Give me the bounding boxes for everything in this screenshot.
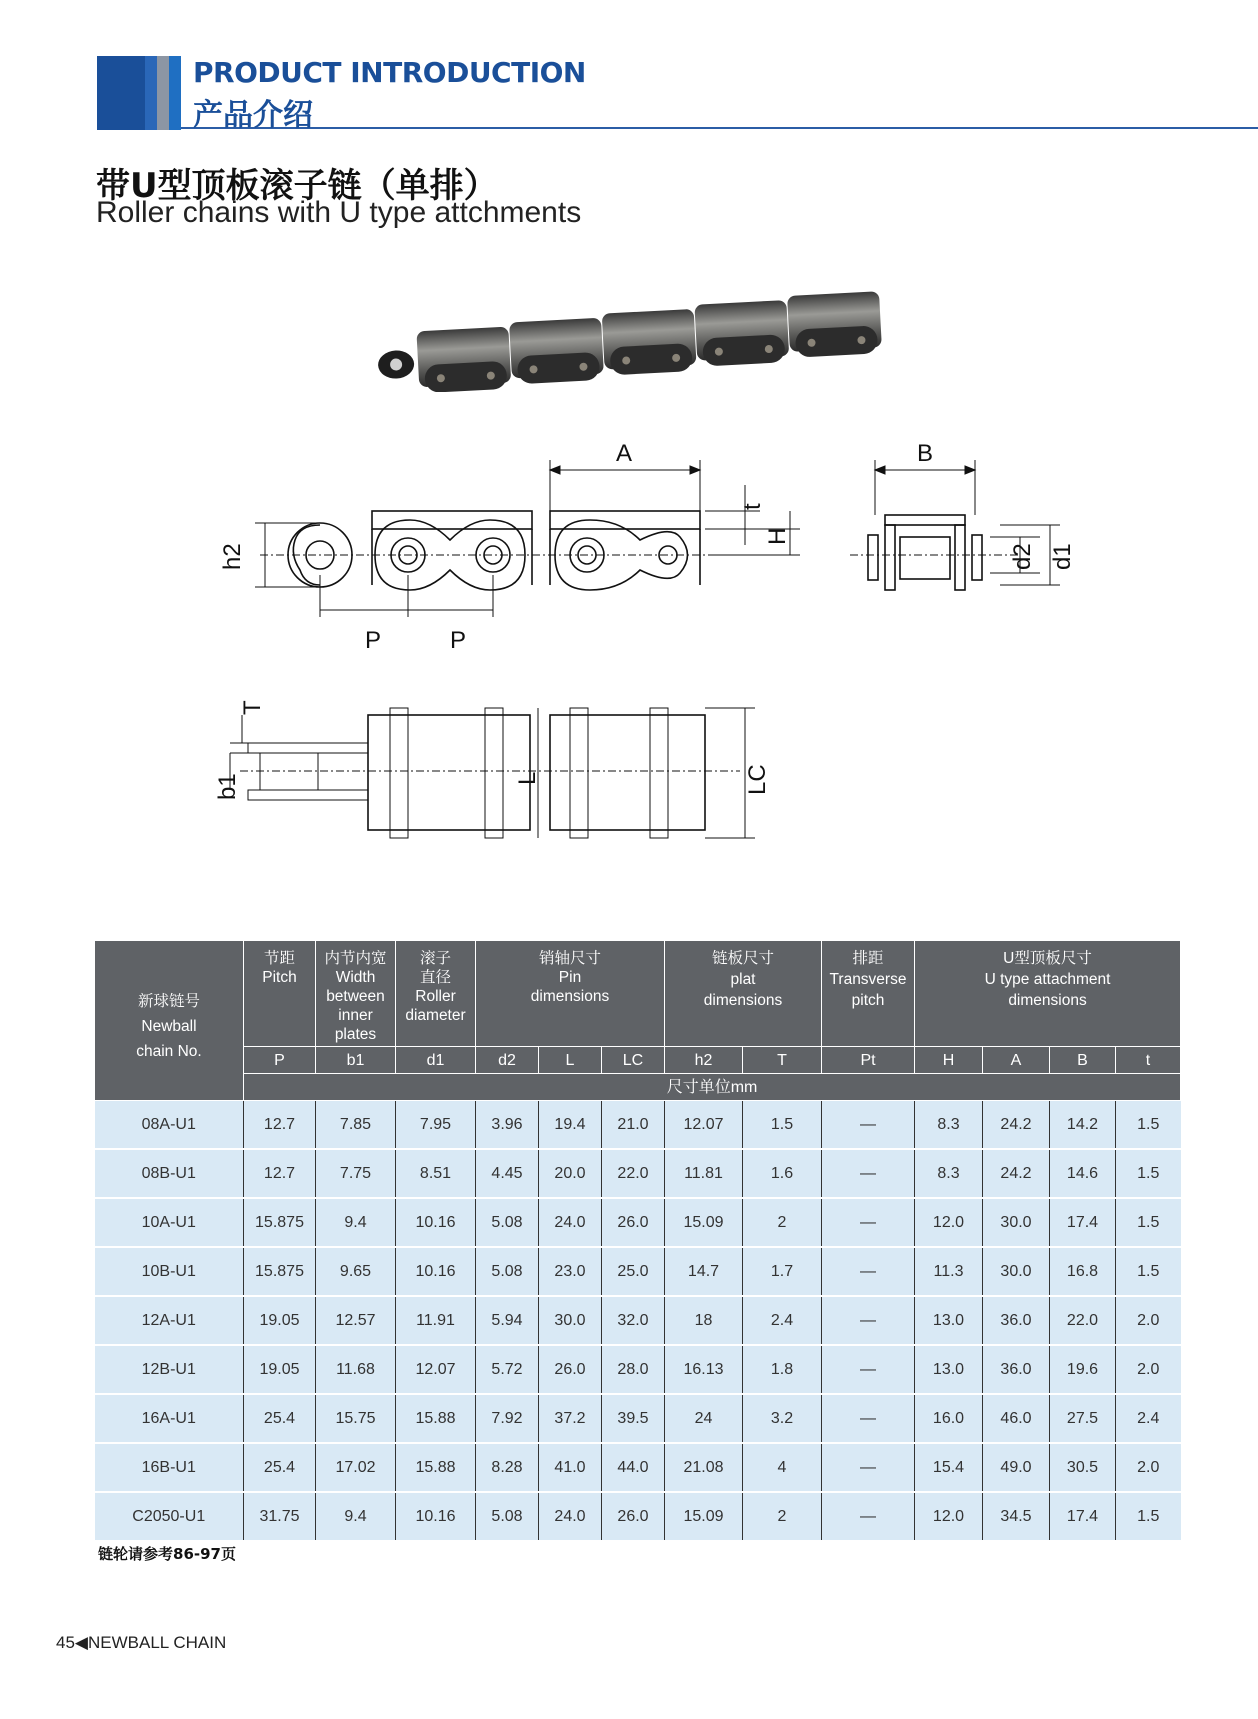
dim-label-T: T bbox=[239, 700, 266, 715]
table-cell: 5.08 bbox=[476, 1247, 539, 1296]
table-row bbox=[95, 1101, 1181, 1150]
table-cell: 19.05 bbox=[244, 1296, 316, 1345]
table-cell: 9.4 bbox=[316, 1198, 396, 1247]
table-cell: 15.875 bbox=[244, 1247, 316, 1296]
table-cell: 17.4 bbox=[1050, 1198, 1116, 1247]
col-header-transverse: 排距 Transverse pitch bbox=[822, 941, 915, 1047]
table-cell: 1.7 bbox=[743, 1247, 822, 1296]
table-cell: 4 bbox=[743, 1443, 822, 1492]
dim-label-A: A bbox=[616, 440, 633, 467]
table-cell: 49.0 bbox=[983, 1443, 1050, 1492]
table-cell: 23.0 bbox=[539, 1247, 602, 1296]
table-cell: 10.16 bbox=[396, 1198, 476, 1247]
symbol-LC: LC bbox=[602, 1047, 665, 1074]
table-cell: 27.5 bbox=[1050, 1394, 1116, 1443]
table-cell: 28.0 bbox=[602, 1345, 665, 1394]
table-row bbox=[95, 1296, 1181, 1345]
table-cell: 12.0 bbox=[915, 1198, 983, 1247]
table-cell: 44.0 bbox=[602, 1443, 665, 1492]
dim-label-L: L bbox=[514, 771, 541, 785]
table-cell: 24.2 bbox=[983, 1101, 1050, 1150]
dim-label-P2: P bbox=[450, 627, 467, 654]
chain-number-cell: 12A-U1 bbox=[95, 1296, 244, 1345]
symbol-L: L bbox=[539, 1047, 602, 1074]
table-cell: 11.91 bbox=[396, 1296, 476, 1345]
symbol-d1: d1 bbox=[396, 1047, 476, 1074]
table-cell: 15.4 bbox=[915, 1443, 983, 1492]
table-cell: — bbox=[822, 1492, 915, 1541]
table-cell: 24 bbox=[665, 1394, 743, 1443]
symbol-b1: b1 bbox=[316, 1047, 396, 1074]
dim-label-B: B bbox=[917, 440, 934, 467]
page-number: 45 bbox=[56, 1633, 75, 1652]
brand-name: NEWBALL CHAIN bbox=[88, 1633, 227, 1652]
table-cell: 25.0 bbox=[602, 1247, 665, 1296]
table-cell: 19.4 bbox=[539, 1101, 602, 1150]
table-cell: 15.88 bbox=[396, 1394, 476, 1443]
table-cell: 7.85 bbox=[316, 1101, 396, 1150]
table-cell: 39.5 bbox=[602, 1394, 665, 1443]
table-cell: — bbox=[822, 1198, 915, 1247]
table-cell: 17.02 bbox=[316, 1443, 396, 1492]
dim-label-b1: b1 bbox=[214, 773, 241, 800]
col-header-pin: 销轴尺寸 Pin dimensions bbox=[476, 941, 665, 1047]
table-cell: 8.28 bbox=[476, 1443, 539, 1492]
chain-photo bbox=[375, 282, 895, 392]
table-cell: 7.92 bbox=[476, 1394, 539, 1443]
table-cell: 21.0 bbox=[602, 1101, 665, 1150]
symbol-h2: h2 bbox=[665, 1047, 743, 1074]
table-cell: 1.5 bbox=[1116, 1492, 1181, 1541]
chain-number-cell: 16B-U1 bbox=[95, 1443, 244, 1492]
table-cell: 8.51 bbox=[396, 1149, 476, 1198]
table-cell: 15.875 bbox=[244, 1198, 316, 1247]
table-cell: 30.0 bbox=[539, 1296, 602, 1345]
table-cell: 1.5 bbox=[1116, 1101, 1181, 1150]
technical-drawing bbox=[200, 425, 1100, 865]
table-cell: 12.7 bbox=[244, 1101, 316, 1150]
table-cell: 14.6 bbox=[1050, 1149, 1116, 1198]
table-cell: 30.5 bbox=[1050, 1443, 1116, 1492]
table-cell: 36.0 bbox=[983, 1296, 1050, 1345]
table-cell: 30.0 bbox=[983, 1247, 1050, 1296]
col-header-plat: 链板尺寸 plat dimensions bbox=[665, 941, 822, 1047]
table-cell: 25.4 bbox=[244, 1443, 316, 1492]
dim-label-d2: d2 bbox=[1009, 543, 1036, 570]
table-row bbox=[95, 1345, 1181, 1394]
table-cell: 18 bbox=[665, 1296, 743, 1345]
chain-number-cell: 12B-U1 bbox=[95, 1345, 244, 1394]
table-cell: 32.0 bbox=[602, 1296, 665, 1345]
table-cell: 4.45 bbox=[476, 1149, 539, 1198]
table-cell: 31.75 bbox=[244, 1492, 316, 1541]
section-title-en: PRODUCT INTRODUCTION bbox=[193, 56, 586, 89]
table-cell: 7.75 bbox=[316, 1149, 396, 1198]
table-cell: 12.0 bbox=[915, 1492, 983, 1541]
dim-label-h2: h2 bbox=[219, 543, 246, 570]
symbol-d2: d2 bbox=[476, 1047, 539, 1074]
dim-label-d1: d1 bbox=[1049, 543, 1076, 570]
table-cell: — bbox=[822, 1296, 915, 1345]
table-cell: 19.05 bbox=[244, 1345, 316, 1394]
table-cell: 5.08 bbox=[476, 1492, 539, 1541]
dim-label-LC: LC bbox=[744, 764, 771, 795]
table-cell: 8.3 bbox=[915, 1101, 983, 1150]
header-rule bbox=[181, 127, 1258, 129]
table-cell: 12.7 bbox=[244, 1149, 316, 1198]
table-cell: 2.0 bbox=[1116, 1296, 1181, 1345]
table-cell: 2 bbox=[743, 1492, 822, 1541]
table-cell: 14.2 bbox=[1050, 1101, 1116, 1150]
symbol-A: A bbox=[983, 1047, 1050, 1074]
table-cell: 22.0 bbox=[602, 1149, 665, 1198]
table-row bbox=[95, 1492, 1181, 1541]
chain-number-cell: 08A-U1 bbox=[95, 1101, 244, 1150]
table-cell: 1.5 bbox=[743, 1101, 822, 1150]
table-cell: 16.0 bbox=[915, 1394, 983, 1443]
section-title-cn: 产品介绍 bbox=[193, 98, 313, 133]
table-cell: 15.75 bbox=[316, 1394, 396, 1443]
table-cell: 26.0 bbox=[602, 1198, 665, 1247]
dim-label-P1: P bbox=[365, 627, 382, 654]
chain-number-cell: 10B-U1 bbox=[95, 1247, 244, 1296]
chain-number-cell: 16A-U1 bbox=[95, 1394, 244, 1443]
table-cell: 13.0 bbox=[915, 1345, 983, 1394]
table-row bbox=[95, 1198, 1181, 1247]
table-cell: 16.8 bbox=[1050, 1247, 1116, 1296]
table-cell: 2.0 bbox=[1116, 1345, 1181, 1394]
sprocket-reference-note: 链轮请参考86-97页 bbox=[98, 1545, 236, 1563]
table-cell: 15.09 bbox=[665, 1492, 743, 1541]
chain-number-cell: C2050-U1 bbox=[95, 1492, 244, 1541]
table-cell: 15.09 bbox=[665, 1198, 743, 1247]
table-cell: 26.0 bbox=[602, 1492, 665, 1541]
symbol-T: T bbox=[743, 1047, 822, 1074]
table-cell: 5.72 bbox=[476, 1345, 539, 1394]
table-cell: — bbox=[822, 1247, 915, 1296]
page-footer bbox=[56, 1633, 226, 1653]
page-title-cn: 带U型顶板滚子链（单排） bbox=[96, 166, 498, 206]
table-cell: — bbox=[822, 1149, 915, 1198]
table-cell: 24.0 bbox=[539, 1198, 602, 1247]
symbol-t: t bbox=[1116, 1047, 1181, 1074]
table-cell: 2.4 bbox=[743, 1296, 822, 1345]
table-cell: 7.95 bbox=[396, 1101, 476, 1150]
table-cell: 19.6 bbox=[1050, 1345, 1116, 1394]
table-cell: 3.2 bbox=[743, 1394, 822, 1443]
table-cell: 14.7 bbox=[665, 1247, 743, 1296]
table-cell: 37.2 bbox=[539, 1394, 602, 1443]
table-cell: — bbox=[822, 1101, 915, 1150]
table-cell: — bbox=[822, 1443, 915, 1492]
table-cell: 24.2 bbox=[983, 1149, 1050, 1198]
table-cell: 15.88 bbox=[396, 1443, 476, 1492]
table-cell: 5.94 bbox=[476, 1296, 539, 1345]
symbol-H: H bbox=[915, 1047, 983, 1074]
table-cell: 36.0 bbox=[983, 1345, 1050, 1394]
table-cell: 11.68 bbox=[316, 1345, 396, 1394]
page-arrow-icon: ◀ bbox=[74, 1633, 88, 1652]
table-cell: — bbox=[822, 1345, 915, 1394]
table-cell: 2.0 bbox=[1116, 1443, 1181, 1492]
table-cell: 26.0 bbox=[539, 1345, 602, 1394]
header-color-blocks bbox=[97, 56, 181, 130]
table-cell: 1.6 bbox=[743, 1149, 822, 1198]
table-cell: — bbox=[822, 1394, 915, 1443]
table-cell: 12.57 bbox=[316, 1296, 396, 1345]
chain-number-cell: 10A-U1 bbox=[95, 1198, 244, 1247]
col-header-width: 内节内宽 Width between inner plates bbox=[316, 941, 396, 1047]
table-cell: 1.5 bbox=[1116, 1149, 1181, 1198]
table-cell: 10.16 bbox=[396, 1492, 476, 1541]
symbol-B: B bbox=[1050, 1047, 1116, 1074]
table-cell: 11.81 bbox=[665, 1149, 743, 1198]
table-cell: 3.96 bbox=[476, 1101, 539, 1150]
table-cell: 9.65 bbox=[316, 1247, 396, 1296]
unit-row: 尺寸单位mm bbox=[244, 1074, 1181, 1101]
dim-label-t: t bbox=[739, 503, 766, 510]
table-cell: 2 bbox=[743, 1198, 822, 1247]
table-row bbox=[95, 1443, 1181, 1492]
dim-label-H: H bbox=[764, 527, 791, 545]
table-cell: 9.4 bbox=[316, 1492, 396, 1541]
table-cell: 13.0 bbox=[915, 1296, 983, 1345]
table-cell: 16.13 bbox=[665, 1345, 743, 1394]
table-cell: 34.5 bbox=[983, 1492, 1050, 1541]
table-cell: 21.08 bbox=[665, 1443, 743, 1492]
table-cell: 8.3 bbox=[915, 1149, 983, 1198]
table-cell: 30.0 bbox=[983, 1198, 1050, 1247]
spec-table bbox=[94, 940, 1181, 1542]
table-cell: 17.4 bbox=[1050, 1492, 1116, 1541]
table-cell: 1.5 bbox=[1116, 1198, 1181, 1247]
table-cell: 12.07 bbox=[396, 1345, 476, 1394]
symbol-Pt: Pt bbox=[822, 1047, 915, 1074]
col-header-u-attachment: U型顶板尺寸 U type attachment dimensions bbox=[915, 941, 1181, 1047]
table-cell: 11.3 bbox=[915, 1247, 983, 1296]
table-cell: 24.0 bbox=[539, 1492, 602, 1541]
chain-number-cell: 08B-U1 bbox=[95, 1149, 244, 1198]
table-row bbox=[95, 1247, 1181, 1296]
symbol-P: P bbox=[244, 1047, 316, 1074]
table-cell: 41.0 bbox=[539, 1443, 602, 1492]
col-header-pitch: 节距 Pitch bbox=[244, 941, 316, 1047]
table-cell: 22.0 bbox=[1050, 1296, 1116, 1345]
col-header-roller: 滚子 直径 Roller diameter bbox=[396, 941, 476, 1047]
table-cell: 1.8 bbox=[743, 1345, 822, 1394]
table-cell: 46.0 bbox=[983, 1394, 1050, 1443]
table-cell: 20.0 bbox=[539, 1149, 602, 1198]
page-title-en: Roller chains with U type attchments bbox=[96, 196, 582, 229]
table-row bbox=[95, 1394, 1181, 1443]
spec-table-body bbox=[95, 1101, 1181, 1542]
table-cell: 1.5 bbox=[1116, 1247, 1181, 1296]
table-cell: 25.4 bbox=[244, 1394, 316, 1443]
table-cell: 5.08 bbox=[476, 1198, 539, 1247]
col-header-chain-no: 新球链号 Newball chain No. bbox=[95, 941, 244, 1101]
table-row bbox=[95, 1149, 1181, 1198]
table-cell: 12.07 bbox=[665, 1101, 743, 1150]
table-cell: 2.4 bbox=[1116, 1394, 1181, 1443]
table-cell: 10.16 bbox=[396, 1247, 476, 1296]
